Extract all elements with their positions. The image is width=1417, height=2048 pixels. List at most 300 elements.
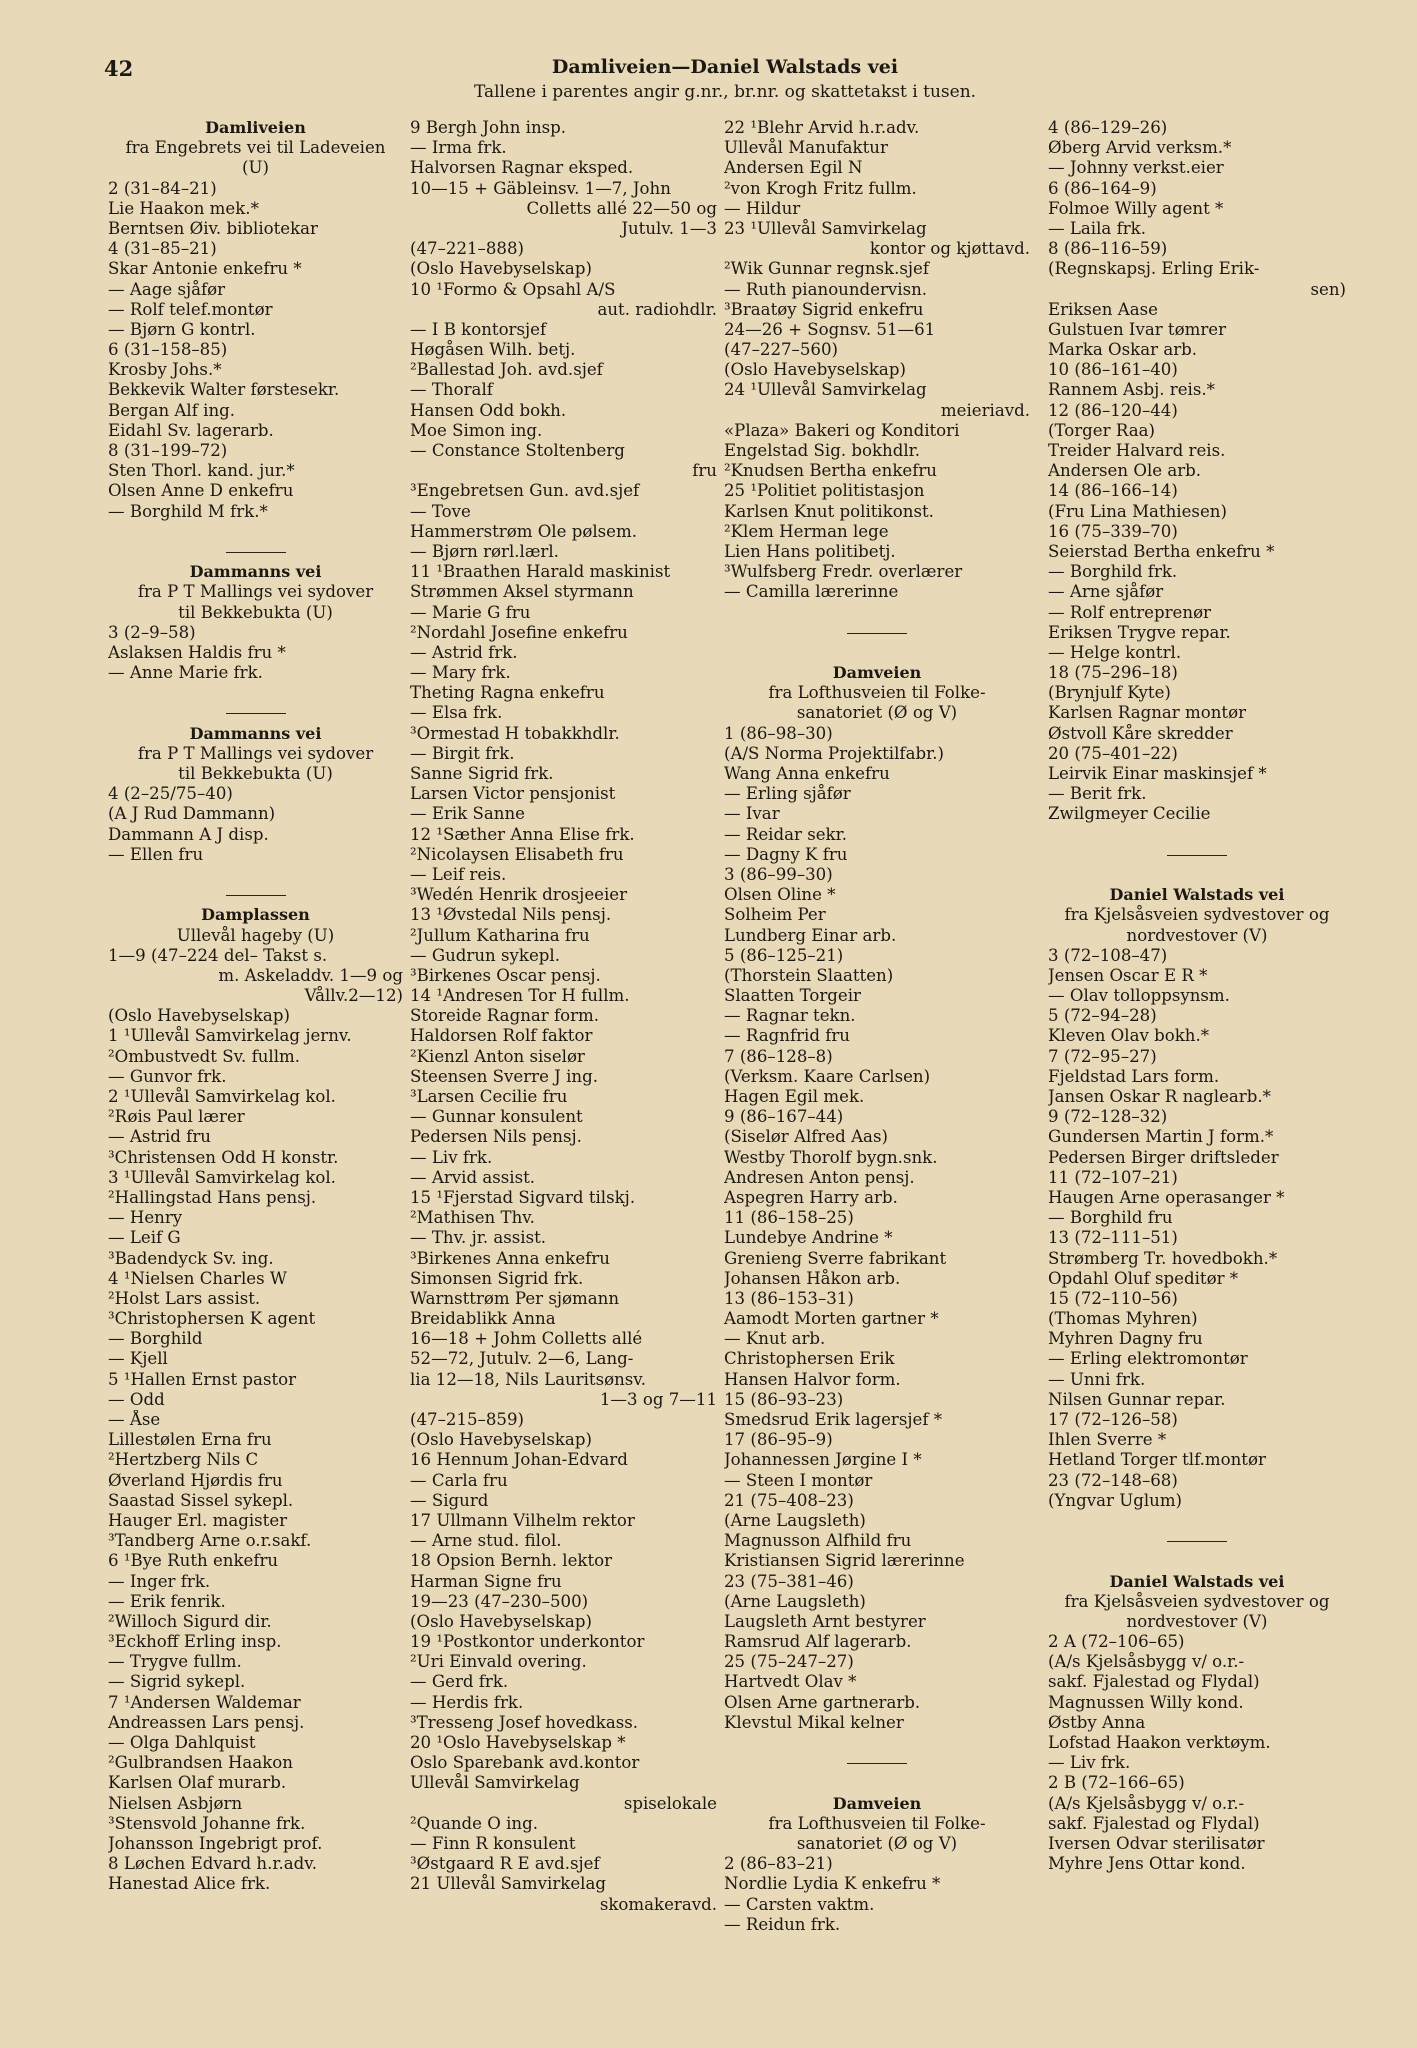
directory-line: — Erling elektromontør	[1048, 1349, 1248, 1369]
directory-line: 2 (86–83–21)	[724, 1854, 833, 1874]
directory-line: — Reidun frk.	[724, 1914, 841, 1934]
directory-line: Klevstul Mikal kelner	[724, 1712, 904, 1732]
column-3	[724, 118, 1030, 1935]
directory-line: Hetland Torger tlf.montør	[1048, 1450, 1266, 1470]
directory-line: ²Klem Herman lege	[724, 521, 889, 541]
directory-line: Andersen Egil N	[724, 158, 863, 178]
directory-line: Hanestad Alice frk.	[108, 1874, 271, 1894]
directory-line: 23 ¹Ullevål Samvirkelag	[724, 218, 927, 238]
directory-line: Simonsen Sigrid frk.	[410, 1268, 584, 1288]
directory-line: Magnussen Willy kond.	[1048, 1692, 1244, 1712]
directory-line: — Ragnar tekn.	[724, 1006, 856, 1026]
directory-line: ²Holst Lars assist.	[108, 1288, 261, 1308]
directory-line: — Liv frk.	[410, 1147, 493, 1167]
running-head: Damliveien—Daniel Walstads vei	[551, 56, 899, 78]
directory-line: Westby Thorolf bygn.snk.	[724, 1147, 938, 1167]
directory-line: Lie Haakon mek.*	[108, 198, 259, 218]
directory-line: 4 (31–85–21)	[108, 239, 217, 259]
directory-line: ²Nicolaysen Elisabeth fru	[410, 844, 624, 864]
directory-line: (Torger Raa)	[1048, 420, 1155, 440]
directory-line: — Elsa frk.	[410, 703, 503, 723]
directory-line: — Berit frk.	[1048, 784, 1147, 804]
directory-line: Høgåsen Wilh. betj.	[410, 340, 576, 360]
directory-line: Karlsen Olaf murarb.	[108, 1773, 287, 1793]
directory-line: 17 (72–126–58)	[1048, 1410, 1178, 1429]
directory-line: — Arne stud. filol.	[410, 1531, 562, 1551]
directory-line: 25 (75–247–27)	[724, 1652, 854, 1672]
directory-line: (Arne Laugsleth)	[724, 1510, 866, 1530]
directory-line: — Arne sjåfør	[1048, 582, 1164, 602]
directory-line: 15 ¹Fjerstad Sigvard tilskj.	[410, 1187, 636, 1207]
directory-line: Hauger Erl. magister	[108, 1510, 288, 1530]
directory-line: Pedersen Nils pensj.	[410, 1127, 582, 1147]
directory-line: fra P T Mallings vei sydover	[137, 743, 374, 763]
directory-line: lia 12—18, Nils Lauritsønsv.	[410, 1369, 646, 1389]
directory-line: Bekkevik Walter førstesekr.	[108, 380, 340, 400]
directory-line: Marka Oskar arb.	[1048, 340, 1198, 360]
directory-line: — Gerd frk.	[410, 1672, 509, 1692]
directory-line: 11 (86–158–25)	[724, 1208, 854, 1228]
directory-line: 25 ¹Politiet politistasjon	[724, 481, 925, 501]
directory-line: Andreassen Lars pensj.	[108, 1712, 305, 1732]
directory-line: — Leif G	[108, 1228, 181, 1248]
directory-line: — Henry	[108, 1208, 183, 1228]
page-number: 42	[104, 56, 134, 81]
directory-line: Andersen Ole arb.	[1048, 461, 1202, 481]
directory-line: Olsen Oline *	[724, 885, 836, 905]
directory-line: Bergan Alf ing.	[108, 400, 236, 420]
directory-line: 4 ¹Nielsen Charles W	[108, 1268, 287, 1288]
directory-line: fru	[692, 461, 717, 481]
directory-line: Ullevål Samvirkelag	[410, 1773, 580, 1793]
directory-line: 1—9 (47–224 del– Takst s.	[108, 945, 328, 965]
directory-line: (A/s Kjelsåsbygg v/ o.r.-	[1048, 1652, 1245, 1672]
directory-line: Sanne Sigrid frk.	[410, 764, 554, 783]
directory-line: ²Quande O ing.	[410, 1813, 539, 1833]
directory-line: Nielsen Asbjørn	[108, 1793, 243, 1813]
spacer	[724, 603, 1030, 623]
directory-line: 14 ¹Andresen Tor H fullm.	[410, 986, 630, 1006]
directory-line: 16—18 + Johm Colletts allé	[410, 1329, 643, 1349]
directory-line: nordvestover (V)	[1126, 925, 1268, 945]
section-divider	[108, 885, 403, 905]
directory-line: — Leif reis.	[410, 864, 507, 884]
directory-line: 19 ¹Postkontor underkontor	[410, 1632, 645, 1652]
directory-line: 1—3 og 7—11	[599, 1389, 717, 1409]
directory-line: ²Jullum Katharina fru	[410, 925, 590, 945]
directory-line: (Oslo Havebyselskap)	[108, 1006, 290, 1026]
directory-line: Solheim Per	[724, 905, 826, 925]
directory-line: — Arvid assist.	[410, 1167, 536, 1187]
section-divider	[724, 623, 1030, 643]
directory-line: ³Christensen Odd H konstr.	[108, 1147, 339, 1167]
directory-line: Lien Hans politibetj.	[724, 541, 896, 561]
directory-line: 3 (72–108–47)	[1048, 945, 1168, 965]
directory-line: aut. radiohdlr.	[597, 299, 717, 319]
directory-line: Johannessen Jørgine I *	[724, 1450, 922, 1470]
directory-line: fra Kjelsåsveien sydvestover og	[1064, 1591, 1330, 1611]
directory-line: ²Kienzl Anton siselør	[410, 1046, 585, 1066]
directory-line: Folmoe Willy agent *	[1048, 198, 1224, 218]
directory-line: — Trygve fullm.	[108, 1652, 242, 1672]
directory-line: Olsen Anne D enkefru	[108, 481, 294, 501]
directory-line: — Birgit frk.	[410, 743, 515, 763]
directory-line: Karlsen Knut politikonst.	[724, 501, 934, 521]
directory-line: 13 (86–153–31)	[724, 1288, 854, 1308]
street-heading: Dammanns vei	[189, 723, 322, 743]
directory-line: (Fru Lina Mathiesen)	[1048, 501, 1227, 521]
directory-line: — Aage sjåfør	[108, 279, 226, 299]
spacer	[1048, 825, 1346, 845]
directory-line: ²Willoch Sigurd dir.	[108, 1611, 272, 1631]
directory-line: (A J Rud Dammann)	[108, 804, 276, 824]
directory-line: (Verksm. Kaare Carlsen)	[724, 1066, 931, 1086]
directory-line: — Borghild M frk.*	[108, 501, 268, 521]
directory-line: 4 (86–129–26)	[1048, 118, 1168, 137]
directory-line: ²Røis Paul lærer	[108, 1107, 245, 1127]
directory-line: ²Hallingstad Hans pensj.	[108, 1187, 317, 1207]
directory-line: 11 ¹Braathen Harald maskinist	[410, 562, 671, 582]
directory-line: 9 (86–167–44)	[724, 1107, 844, 1127]
directory-line: — Erling sjåfør	[724, 784, 851, 804]
directory-line: Treider Halvard reis.	[1048, 441, 1226, 460]
section-divider	[724, 1753, 1030, 1773]
directory-line: 13 (72–111–51)	[1048, 1228, 1178, 1248]
directory-line: — Borghild	[108, 1329, 203, 1349]
street-heading: Damveien	[832, 1793, 922, 1813]
spacer	[108, 865, 403, 885]
section-divider	[1048, 1531, 1346, 1551]
directory-line: 12 ¹Sæther Anna Elise frk.	[410, 824, 635, 844]
directory-line: 3 ¹Ullevål Samvirkelag kol.	[108, 1167, 336, 1187]
directory-line: 7 (86–128–8)	[724, 1046, 833, 1066]
directory-line: 1 (86–98–30)	[724, 723, 833, 743]
directory-line: — Dagny K fru	[724, 844, 848, 864]
directory-line: 20 (75–401–22)	[1048, 743, 1178, 763]
directory-line: — Ivar	[724, 804, 780, 824]
directory-line: — Knut arb.	[724, 1329, 826, 1349]
directory-line: (A/S Norma Projektilfabr.)	[724, 743, 944, 763]
directory-line: Haldorsen Rolf faktor	[410, 1026, 593, 1046]
directory-line: — I B kontorsjef	[410, 319, 547, 339]
directory-line: — Sigrid sykepl.	[108, 1672, 246, 1692]
directory-line: — Rolf entreprenør	[1048, 602, 1211, 622]
directory-line: 5 (72–94–28)	[1048, 1006, 1157, 1026]
directory-line: Myhre Jens Ottar kond.	[1048, 1854, 1246, 1874]
directory-line: — Helge kontrl.	[1048, 642, 1182, 662]
directory-line: Lundberg Einar arb.	[724, 925, 897, 945]
directory-line: Jutulv. 1—3	[621, 218, 717, 238]
directory-line: — Åse	[108, 1410, 161, 1429]
directory-line: Johansen Håkon arb.	[724, 1268, 901, 1288]
directory-line: 8 Løchen Edvard h.r.adv.	[108, 1854, 317, 1874]
directory-line: ³Braatøy Sigrid enkefru	[724, 299, 924, 319]
directory-line: Storeide Ragnar form.	[410, 1006, 600, 1026]
directory-line: 23 (75–381–46)	[724, 1571, 854, 1591]
directory-line: Haugen Arne operasanger *	[1048, 1187, 1285, 1207]
directory-line: 7 ¹Andersen Waldemar	[108, 1692, 301, 1712]
directory-line: Fjeldstad Lars form.	[1048, 1066, 1220, 1086]
directory-line: 14 (86–166–14)	[1048, 481, 1178, 501]
directory-line: 18 Opsion Bernh. lektor	[410, 1551, 613, 1571]
directory-line: — Camilla lærerinne	[724, 582, 899, 602]
directory-line: Ihlen Sverre *	[1048, 1430, 1167, 1450]
directory-line: — Finn R konsulent	[410, 1833, 576, 1853]
directory-line: Pedersen Birger driftsleder	[1048, 1147, 1279, 1167]
directory-line: Hagen Egil mek.	[724, 1087, 865, 1106]
directory-line: (47–215–859)	[410, 1410, 525, 1429]
directory-line: til Bekkebukta (U)	[178, 764, 333, 783]
directory-line: Oslo Sparebank avd.kontor	[410, 1753, 640, 1773]
directory-line: 1 ¹Ullevål Samvirkelag jernv.	[108, 1026, 352, 1046]
directory-line: 10 ¹Formo & Opsahl A/S	[410, 279, 616, 299]
directory-line: Hartvedt Olav *	[724, 1672, 857, 1692]
directory-line: — Borghild frk.	[1048, 562, 1178, 582]
directory-line: ²Gulbrandsen Haakon	[108, 1753, 293, 1773]
directory-line: Krosby Johs.*	[108, 360, 222, 380]
directory-line: Nilsen Gunnar repar.	[1048, 1389, 1226, 1409]
directory-line: 3 (86–99–30)	[724, 864, 833, 884]
directory-line: ³Birkenes Oscar pensj.	[410, 965, 601, 985]
directory-line: ³Stensvold Johanne frk.	[108, 1813, 306, 1833]
directory-line: Lofstad Haakon verktøym.	[1048, 1733, 1271, 1752]
directory-line: Østby Anna	[1048, 1712, 1146, 1732]
directory-line: 21 (75–408–23)	[724, 1490, 854, 1510]
directory-line: 24 ¹Ullevål Samvirkelag	[724, 380, 927, 400]
directory-line: Hansen Odd bokh.	[410, 400, 567, 420]
directory-line: (47–221–888)	[410, 239, 525, 259]
directory-line: — Gunvor frk.	[108, 1066, 227, 1086]
column-2	[410, 118, 717, 1915]
directory-line: — Mary frk.	[410, 663, 511, 683]
spacer	[724, 1773, 1030, 1793]
directory-line: Aslaksen Haldis fru *	[108, 642, 286, 662]
directory-line: (Yngvar Uglum)	[1048, 1490, 1183, 1510]
directory-line: ³Engebretsen Gun. avd.sjef	[410, 481, 640, 501]
directory-line: Berntsen Øiv. bibliotekar	[108, 218, 318, 238]
directory-line: 22 ¹Blehr Arvid h.r.adv.	[724, 118, 920, 137]
directory-line: — Carsten vaktm.	[724, 1894, 875, 1914]
directory-line: 5 ¹Hallen Ernst pastor	[108, 1369, 297, 1389]
directory-line: 21 Ullevål Samvirkelag	[410, 1874, 606, 1894]
directory-line: Zwilgmeyer Cecilie	[1048, 804, 1211, 824]
directory-line: 8 (86–116–59)	[1048, 239, 1168, 259]
directory-line: Gulstuen Ivar tømrer	[1048, 319, 1227, 339]
spacer	[1048, 1511, 1346, 1531]
directory-line: 2 B (72–166–65)	[1048, 1773, 1185, 1793]
directory-line: 4 (2–25/75–40)	[108, 784, 233, 804]
directory-line: Larsen Victor pensjonist	[410, 784, 616, 804]
directory-line: ³Østgaard R E avd.sjef	[410, 1854, 600, 1874]
spacer	[1048, 1551, 1346, 1571]
directory-line: sakf. Fjalestad og Flydal)	[1048, 1672, 1260, 1692]
directory-line: Steensen Sverre J ing.	[410, 1066, 599, 1086]
directory-line: Ullevål Manufaktur	[724, 138, 888, 158]
directory-line: (Arne Laugsleth)	[724, 1591, 866, 1611]
directory-line: 20 ¹Oslo Havebyselskap *	[410, 1733, 626, 1752]
directory-line: Myhren Dagny fru	[1048, 1329, 1203, 1349]
directory-line: ²Mathisen Thv.	[410, 1208, 535, 1228]
street-heading: Damveien	[832, 663, 922, 683]
directory-line: 6 (86–164–9)	[1048, 178, 1157, 198]
directory-line: (Siselør Alfred Aas)	[724, 1127, 888, 1147]
directory-line: Gundersen Martin J form.*	[1048, 1127, 1274, 1147]
directory-line: Theting Ragna enkefru	[410, 683, 605, 703]
spacer	[724, 643, 1030, 663]
directory-line: sanatoriet (Ø og V)	[796, 703, 958, 723]
directory-line: 6 ¹Bye Ruth enkefru	[108, 1551, 279, 1571]
directory-line: — Gudrun sykepl.	[410, 945, 560, 965]
directory-line: Karlsen Ragnar montør	[1048, 703, 1247, 723]
directory-line: Colletts allé 22—50 og	[526, 198, 717, 218]
directory-line: 9 (72–128–32)	[1048, 1107, 1168, 1127]
directory-line: — Inger frk.	[108, 1571, 211, 1591]
directory-line: fra P T Mallings vei sydover	[137, 582, 374, 602]
directory-line: — Sigurd	[410, 1490, 489, 1510]
directory-line: Sten Thorl. kand. jur.*	[108, 461, 295, 481]
directory-line: Eidahl Sv. lagerarb.	[108, 420, 274, 440]
directory-line: (Regnskapsj. Erling Erik-	[1048, 259, 1260, 279]
column-1	[108, 118, 403, 1895]
directory-line: — Carla fru	[410, 1470, 508, 1490]
directory-line: 5 (86–125–21)	[724, 945, 844, 965]
directory-line: 2 A (72–106–65)	[1048, 1632, 1185, 1652]
directory-line: Strømmen Aksel styrmann	[410, 582, 634, 602]
directory-line: Warnsttrøm Per sjømann	[410, 1288, 620, 1308]
directory-line: Laugsleth Arnt bestyrer	[724, 1611, 926, 1631]
directory-line: ²Nordahl Josefine enkefru	[410, 622, 628, 642]
section-divider	[108, 703, 403, 723]
section-divider	[108, 542, 403, 562]
directory-line: — Hildur	[724, 198, 801, 218]
directory-line: ²Hertzberg Nils C	[108, 1450, 259, 1470]
directory-line: 11 (72–107–21)	[1048, 1167, 1178, 1187]
directory-line: — Johnny verkst.eier	[1048, 158, 1224, 178]
directory-line: 10 (86–161–40)	[1048, 360, 1178, 380]
directory-line: — Marie G fru	[410, 602, 531, 622]
directory-line: Eriksen Trygve repar.	[1048, 622, 1231, 642]
directory-line: skomakeravd.	[599, 1894, 717, 1914]
directory-line: — Tove	[410, 501, 471, 521]
directory-line: Ramsrud Alf lagerarb.	[724, 1632, 912, 1652]
directory-line: Breidablikk Anna	[410, 1309, 556, 1329]
directory-line: — Borghild fru	[1048, 1208, 1173, 1228]
directory-line: — Anne Marie frk.	[108, 663, 263, 683]
directory-line: sanatoriet (Ø og V)	[796, 1833, 958, 1853]
directory-line: Iversen Odvar sterilisatør	[1048, 1833, 1265, 1853]
directory-line: nordvestover (V)	[1126, 1611, 1268, 1631]
directory-line: 15 (72–110–56)	[1048, 1288, 1178, 1308]
directory-line: — Liv frk.	[1048, 1753, 1131, 1773]
directory-line: Jensen Oscar E R *	[1048, 965, 1208, 985]
directory-line: 2 ¹Ullevål Samvirkelag kol.	[108, 1087, 336, 1106]
directory-line: Ullevål hageby (U)	[176, 925, 335, 945]
directory-line: ²Wik Gunnar regnsk.sjef	[724, 259, 929, 279]
directory-line: — Steen I montør	[724, 1470, 873, 1490]
directory-line: Aamodt Morten gartner *	[724, 1309, 939, 1329]
directory-line: 9 Bergh John insp.	[410, 118, 567, 137]
directory-line: «Plaza» Bakeri og Konditori	[724, 420, 960, 440]
directory-line: 8 (31–199–72)	[108, 441, 228, 460]
directory-line: ²Ballestad Joh. avd.sjef	[410, 360, 603, 380]
directory-line: Aspegren Harry arb.	[724, 1187, 898, 1207]
directory-line: — Herdis frk.	[410, 1692, 524, 1712]
directory-line: 18 (75–296–18)	[1048, 663, 1178, 683]
directory-line: 24—26 + Sognsv. 51—61	[724, 319, 936, 339]
directory-line: Øberg Arvid verksm.*	[1048, 138, 1232, 158]
directory-line: (A/s Kjelsåsbygg v/ o.r.-	[1048, 1793, 1245, 1813]
directory-line: 3 (2–9–58)	[108, 622, 196, 642]
directory-line: Opdahl Oluf speditør *	[1048, 1268, 1239, 1288]
spacer	[724, 1733, 1030, 1753]
directory-line: 52—72, Jutulv. 2—6, Lang-	[410, 1349, 634, 1369]
directory-line: Vållv.2—12)	[304, 986, 403, 1006]
directory-line: ³Tandberg Arne o.r.sakf.	[108, 1531, 312, 1551]
directory-line: meieriavd.	[940, 400, 1030, 420]
directory-line: Grenieng Sverre fabrikant	[724, 1248, 947, 1268]
directory-line: — Ragnfrid fru	[724, 1026, 850, 1046]
directory-line: m. Askeladdv. 1—9 og	[218, 965, 403, 985]
directory-line: spiselokale	[623, 1793, 717, 1813]
spacer	[108, 683, 403, 703]
directory-line: — Olav tolloppsynsm.	[1048, 986, 1230, 1006]
directory-line: — Irma frk.	[410, 138, 507, 158]
directory-line: sen)	[1310, 279, 1346, 299]
directory-line: — Erik fenrik.	[108, 1591, 226, 1611]
directory-line: 16 (75–339–70)	[1048, 521, 1178, 541]
directory-line: Lundebye Andrine *	[724, 1228, 893, 1248]
directory-line: Kleven Olav bokh.*	[1048, 1026, 1210, 1046]
directory-line: Harman Signe fru	[410, 1571, 562, 1591]
directory-line: fra Lofthusveien til Folke-	[768, 1813, 986, 1833]
directory-line: Saastad Sissel sykepl.	[108, 1490, 294, 1510]
directory-line: ³Larsen Cecilie fru	[410, 1087, 568, 1106]
directory-line: Johansson Ingebrigt prof.	[108, 1833, 323, 1853]
street-heading: Dammanns vei	[189, 562, 322, 582]
subhead: Tallene i parentes angir g.nr., br.nr. og skattetakst i tusen.	[473, 82, 977, 102]
street-heading: Daniel Walstads vei	[1109, 885, 1285, 905]
directory-line: fra Kjelsåsveien sydvestover og	[1064, 905, 1330, 925]
directory-line: — Olga Dahlquist	[108, 1733, 256, 1752]
directory-line: — Constance Stoltenberg	[410, 441, 625, 460]
directory-line: Leirvik Einar maskinsjef *	[1048, 764, 1267, 783]
directory-line: sakf. Fjalestad og Flydal)	[1048, 1813, 1260, 1833]
directory-line: ³Christophersen K agent	[108, 1309, 316, 1329]
directory-line: — Rolf telef.montør	[108, 299, 273, 319]
directory-line: 17 Ullmann Vilhelm rektor	[410, 1510, 635, 1530]
directory-line: Andresen Anton pensj.	[724, 1167, 915, 1187]
directory-line: kontor og kjøttavd.	[869, 239, 1030, 259]
directory-line: Olsen Arne gartnerarb.	[724, 1692, 921, 1712]
directory-line: Christophersen Erik	[724, 1349, 895, 1369]
directory-line: — Astrid frk.	[410, 642, 518, 662]
directory-line: — Ellen fru	[108, 844, 204, 864]
directory-line: (Thorstein Slaatten)	[724, 965, 894, 985]
directory-line: — Bjørn G kontrl.	[108, 319, 256, 339]
directory-line: (Brynjulf Kyte)	[1048, 683, 1171, 703]
directory-line: ²Knudsen Bertha enkefru	[724, 461, 937, 481]
directory-line: — Astrid fru	[108, 1127, 211, 1147]
directory-line: 17 (86–95–9)	[724, 1430, 833, 1450]
directory-line: 7 (72–95–27)	[1048, 1046, 1157, 1066]
directory-line: ²Ombustvedt Sv. fullm.	[108, 1046, 301, 1066]
directory-line: ³Ormestad H tobakkhdlr.	[410, 723, 620, 743]
directory-line: Kristiansen Sigrid lærerinne	[724, 1551, 965, 1571]
directory-line: Østvoll Kåre skredder	[1048, 723, 1233, 743]
directory-line: ³Wedén Henrik drosjeeier	[410, 885, 628, 905]
column-4	[1048, 118, 1346, 1874]
directory-line: fra Engebrets vei til Ladeveien	[125, 138, 386, 158]
